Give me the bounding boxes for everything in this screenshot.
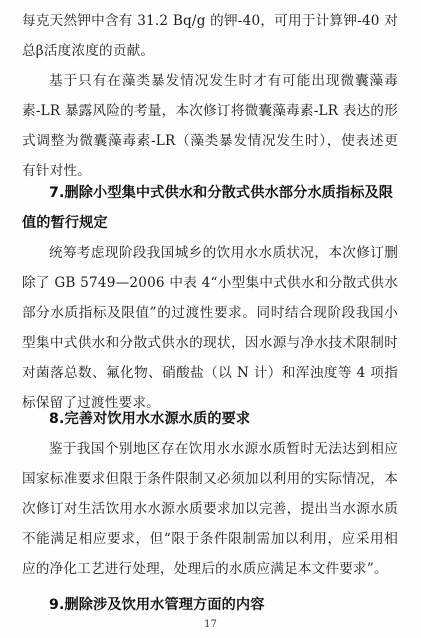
section-heading-text: 7.删除小型集中式供水和分散式供水部分水质指标及限值的暂行规定 [22,185,394,231]
paragraph-microcystin [22,66,398,186]
paragraph-source-water [22,434,398,584]
paragraph-transitional-requirements [22,238,398,418]
page-number: 17 [204,619,217,630]
paragraph-text: 统筹考虑现阶段我国城乡的饮用水水质状况，本次修订删除了 GB 5749—2006 中表 4“小型集中式供水和分散式供水部分水质指标及限值”的过渡性要求。同时结合现阶段我国小型集中式供水和分散式供水的现状，因水源与净水技术限制时对菌落总数、氟化物、硝酸盐（以 N 计）和浑浊度等 4 项指标保留了过渡性要求。 [22,245,398,411]
paragraph-text: 鉴于我国个别地区存在饮用水水源水质暂时无法达到相应国家标准要求但限于条件限制又必须加以利用的实际情况，本次修订对生活饮用水水源水质要求加以完善，提出当水源水质不能满足相应要求，但“限于条件限制需加以利用，应采用相应的净化工艺进行处理，处理后的水质应满足本文件要求”。 [22,441,398,577]
section-heading-text: 8.完善对饮用水水源水质的要求 [49,411,251,427]
section-heading-7 [22,178,398,238]
paragraph-potassium-40 [22,6,398,66]
section-heading-text: 9.删除涉及饮用水管理方面的内容 [49,597,265,613]
paragraph-text: 基于只有在藻类暴发情况发生时才有可能出现微囊藻毒素-LR 暴露风险的考量，本次修订将微囊藻毒素-LR 表达的形式调整为微囊藻毒素-LR（藻类暴发情况发生时），使表述更有针对性。 [22,73,398,179]
paragraph-text: 每克天然钾中含有 31.2 Bq/g 的钾-40，可用于计算钾-40 对总β活度浓度的贡献。 [22,13,398,59]
section-heading-9 [22,590,398,620]
section-heading-8 [22,404,398,434]
